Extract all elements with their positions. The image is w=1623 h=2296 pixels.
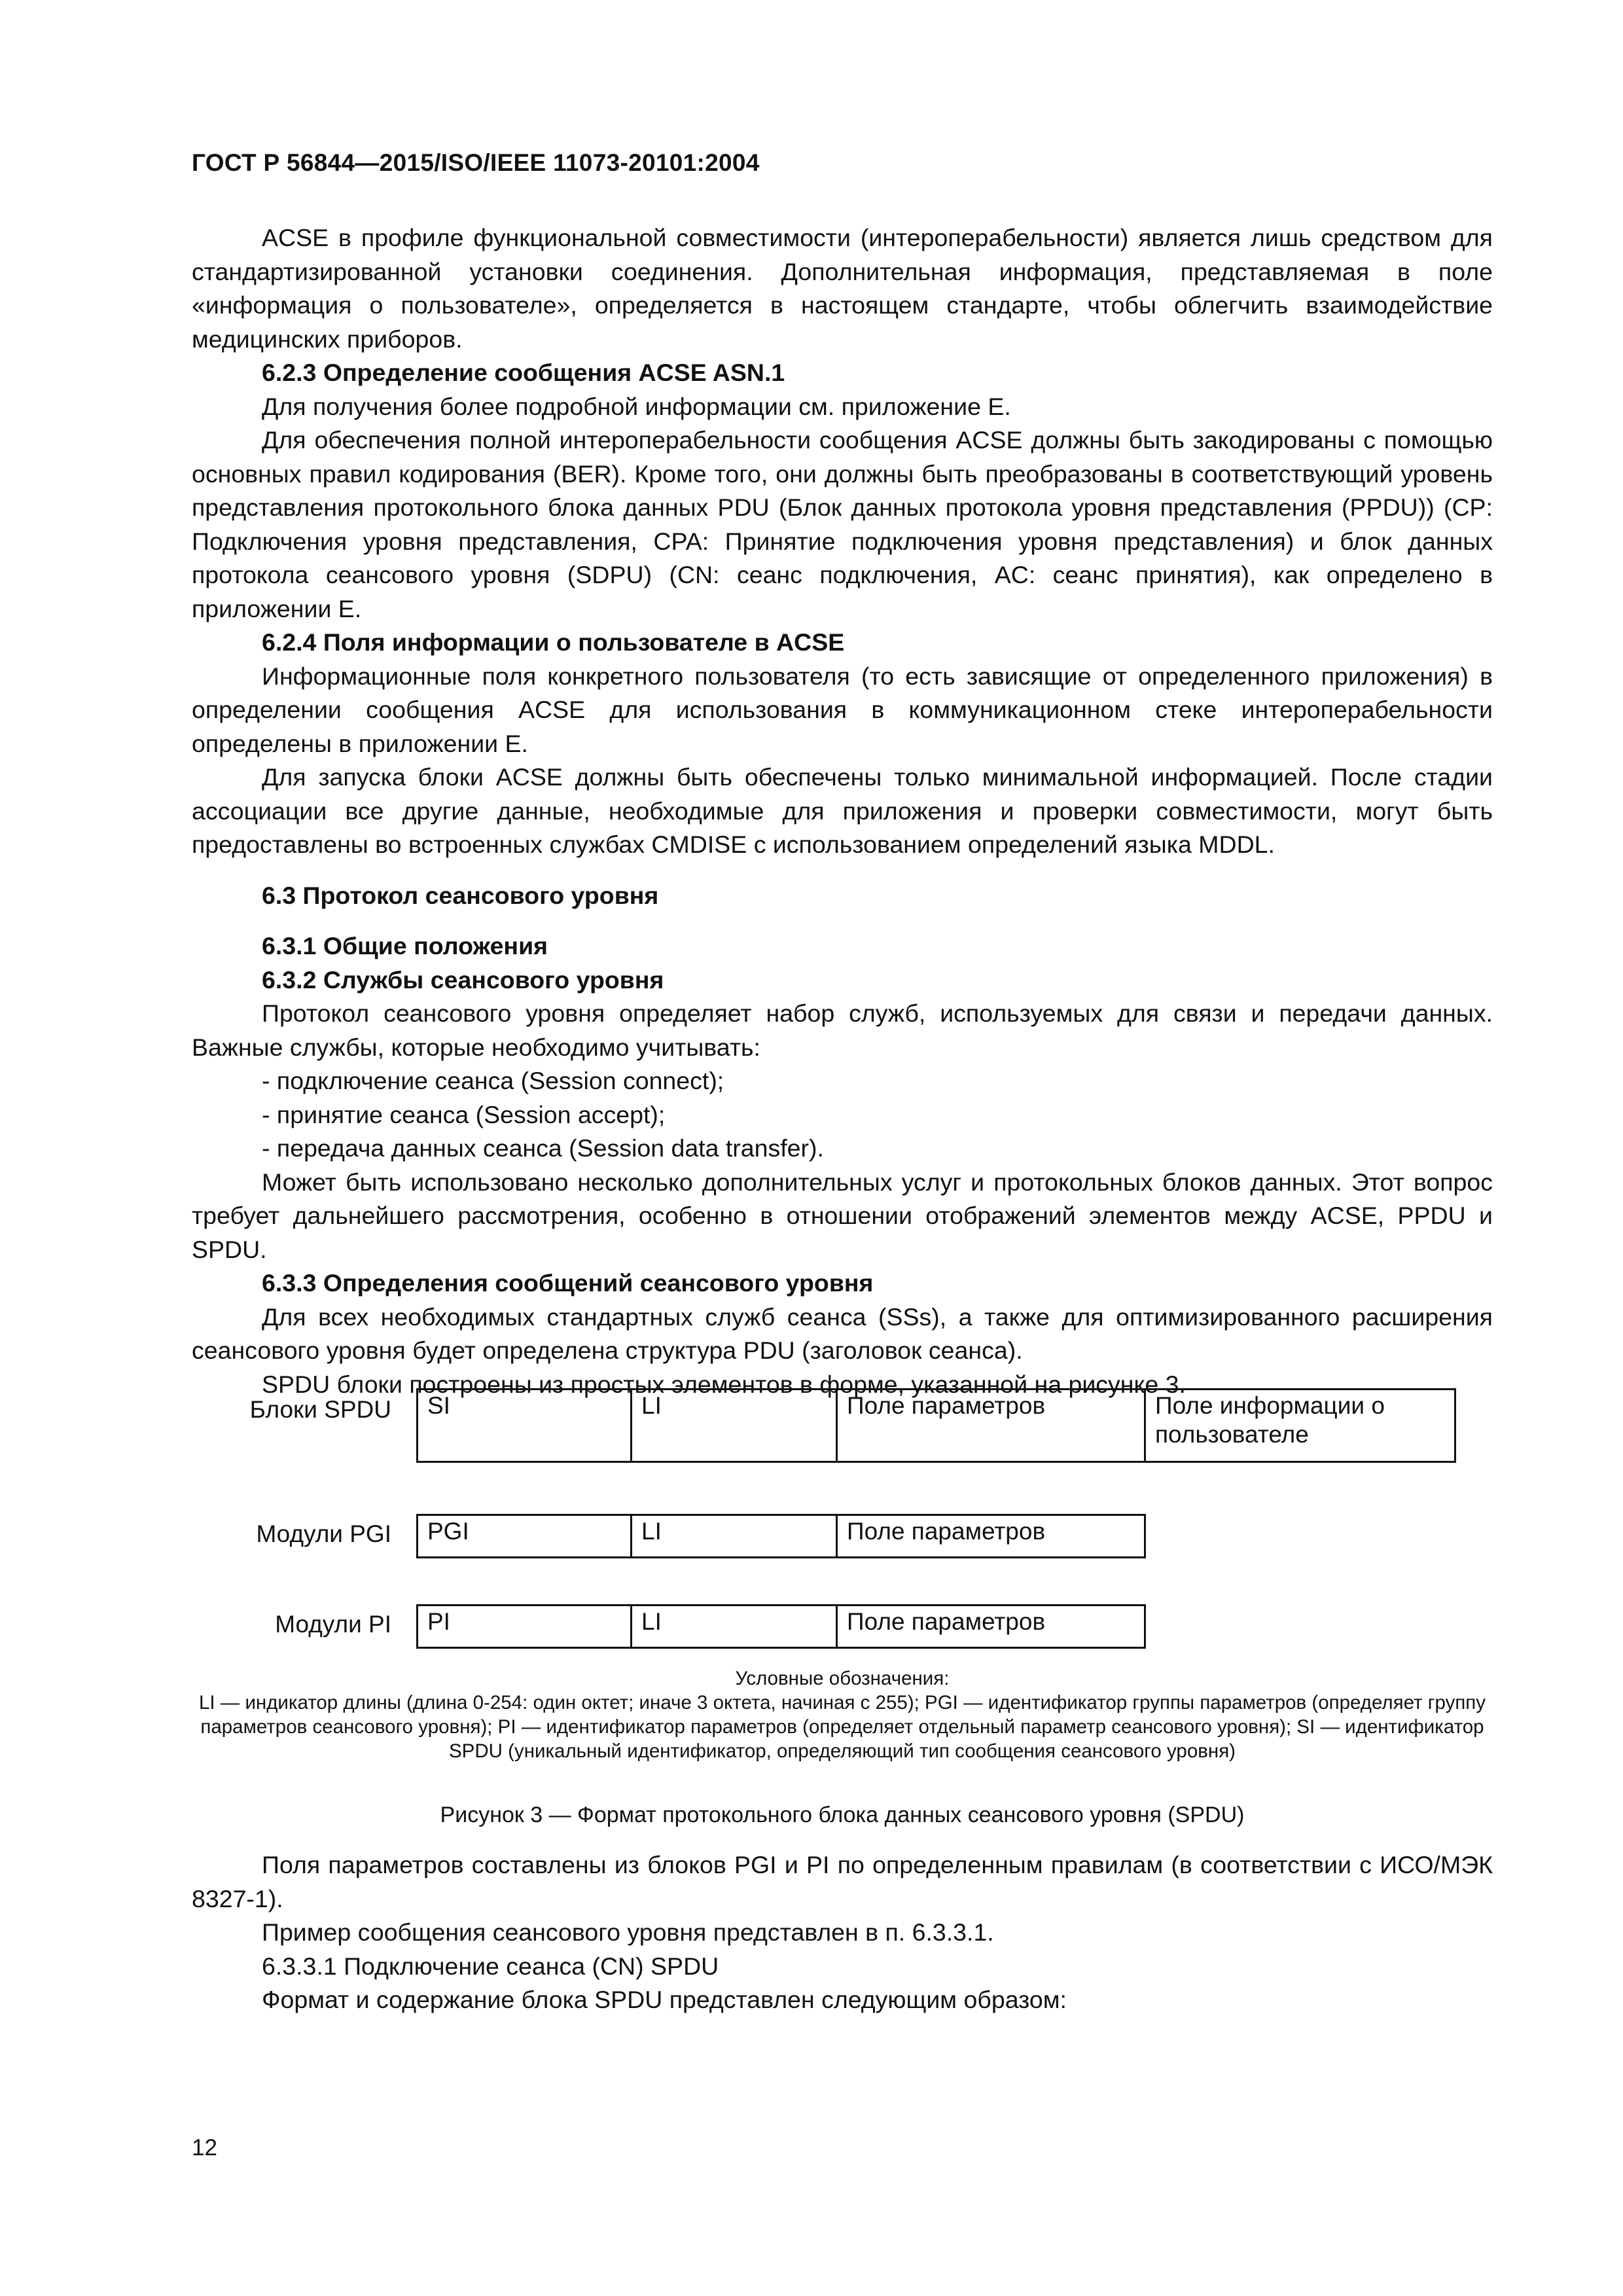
paragraph-spdu-elements: SPDU блоки построены из простых элементов в форме, указанной на рисунке 3. — [262, 1370, 1186, 1398]
cell-parameter-field: Поле параметров — [836, 1388, 1146, 1463]
cell-user-info-field: Поле информации о пользователе — [1144, 1388, 1456, 1463]
row-label-spdu: Блоки SPDU — [249, 1396, 391, 1423]
heading-6-2-3: 6.2.3 Определение сообщения ACSE ASN.1 — [262, 359, 785, 386]
list-item-session-data-transfer: - передача данных сеанса (Session data transfer). — [262, 1134, 824, 1162]
cell-li: LI — [630, 1388, 838, 1463]
cell-pi: PI — [416, 1604, 632, 1649]
legend-title: Условные обозначения: — [735, 1668, 950, 1689]
paragraph-ber-encoding: Для обеспечения полной интероперабельности сообщения ACSE должны быть закодированы с помощью основных правил кодирования (BER). Кроме того, они должны быть преобразованы в соответствующий уровень представления протокольного блока данных PDU (Блок данных протокола уровня представления (PPDU)) (CP: Подключения уровня представления, CPA: Принятие подключения уровня представления) и блок данных протокола сеансового уровня (SDPU) (CN: сеанс подключения, AC: сеанс принятия), как определено в приложении Е. — [192, 426, 1493, 622]
row-label-pi: Модули PI — [275, 1611, 391, 1638]
heading-6-3-3: 6.3.3 Определения сообщений сеансового уровня — [262, 1269, 874, 1297]
cell-si: SI — [416, 1388, 632, 1463]
cell-pgi: PGI — [416, 1514, 632, 1558]
paragraph-user-info-fields: Информационные поля конкретного пользователя (то есть зависящие от определенного приложения) в определении сообщения ACSE для использования в коммуникационном стеке интероперабельности определены в приложении Е. — [192, 662, 1493, 757]
heading-6-2-4: 6.2.4 Поля информации о пользователе в ACSE — [262, 628, 845, 656]
cell-li: LI — [630, 1604, 838, 1649]
heading-6-3: 6.3 Протокол сеансового уровня — [262, 881, 659, 909]
body-text-after-figure — [192, 1848, 1493, 2017]
row-label-pgi: Модули PGI — [256, 1520, 391, 1547]
body-text — [192, 221, 1493, 1401]
paragraph-additional-services: Может быть использовано несколько дополнительных услуг и протокольных блоков данных. Этот вопрос требует дальнейшего рассмотрения, особенно в отношении отображений элементов между ACSE, PPDU и SPDU. — [192, 1168, 1493, 1263]
paragraph-pdu-structure: Для всех необходимых стандартных служб сеанса (SSs), а также для оптимизированного расширения сеансового уровня будет определена структура PDU (заголовок сеанса). — [192, 1302, 1493, 1364]
paragraph-acse-profile: ACSE в профиле функциональной совместимости (интероперабельности) является лишь средством для стандартизированной установки соединения. Дополнительная информация, представляемая в поле «информация о пользователе», определяется в настоящем стандарте, чтобы облегчить взаимодействие медицинских приборов. — [192, 224, 1493, 353]
figure-caption: Рисунок 3 — Формат протокольного блока данных сеансового уровня (SPDU) — [440, 1803, 1245, 1827]
document-header: ГОСТ Р 56844—2015/ISO/IEEE 11073-20101:2004 — [192, 149, 760, 176]
paragraph-session-example: Пример сообщения сеансового уровня представлен в п. 6.3.3.1. — [262, 1918, 994, 1946]
cell-li: LI — [630, 1514, 838, 1558]
paragraph-spdu-format: Формат и содержание блока SPDU представлен следующим образом: — [262, 1986, 1067, 2013]
figure-legend — [192, 1666, 1493, 1763]
legend-text: LI — индикатор длины (длина 0-254: один октет; иначе 3 октета, начиная с 255); PGI — идентификатор группы параметров (определяет группу параметров сеансового уровня); PI — идентификатор параметров (определяет отдельный параметр сеансового уровня); SI — идентификатор SPDU (уникальный идентификатор, определяющий тип сообщения сеансового уровня) — [198, 1692, 1486, 1762]
cell-parameter-field: Поле параметров — [836, 1604, 1146, 1649]
list-item-session-connect: - подключение сеанса (Session connect); — [262, 1067, 724, 1094]
list-item-session-accept: - принятие сеанса (Session accept); — [262, 1100, 666, 1128]
heading-6-3-2: 6.3.2 Службы сеансового уровня — [262, 965, 664, 994]
cell-parameter-field: Поле параметров — [836, 1514, 1146, 1558]
paragraph-session-services: Протокол сеансового уровня определяет набор служб, используемых для связи и передачи данных. Важные службы, которые необходимо учитывать: — [192, 999, 1493, 1061]
subsection-6-3-3-1: 6.3.3.1 Подключение сеанса (CN) SPDU — [262, 1952, 719, 1980]
page-number: 12 — [192, 2135, 217, 2161]
paragraph-acse-startup: Для запуска блоки ACSE должны быть обеспечены только минимальной информацией. После стадии ассоциации все другие данные, необходимые для приложения и проверки совместимости, могут быть предоставлены во встроенных службах CMDISE с использованием определений языка MDDL. — [192, 763, 1493, 858]
heading-6-3-1: 6.3.1 Общие положения — [262, 932, 548, 960]
paragraph-see-annex: Для получения более подробной информации см. приложение Е. — [262, 392, 1011, 420]
paragraph-parameter-fields: Поля параметров составлены из блоков PGI и PI по определенным правилам (в соответствии с ИСО/МЭК 8327-1). — [192, 1851, 1493, 1912]
